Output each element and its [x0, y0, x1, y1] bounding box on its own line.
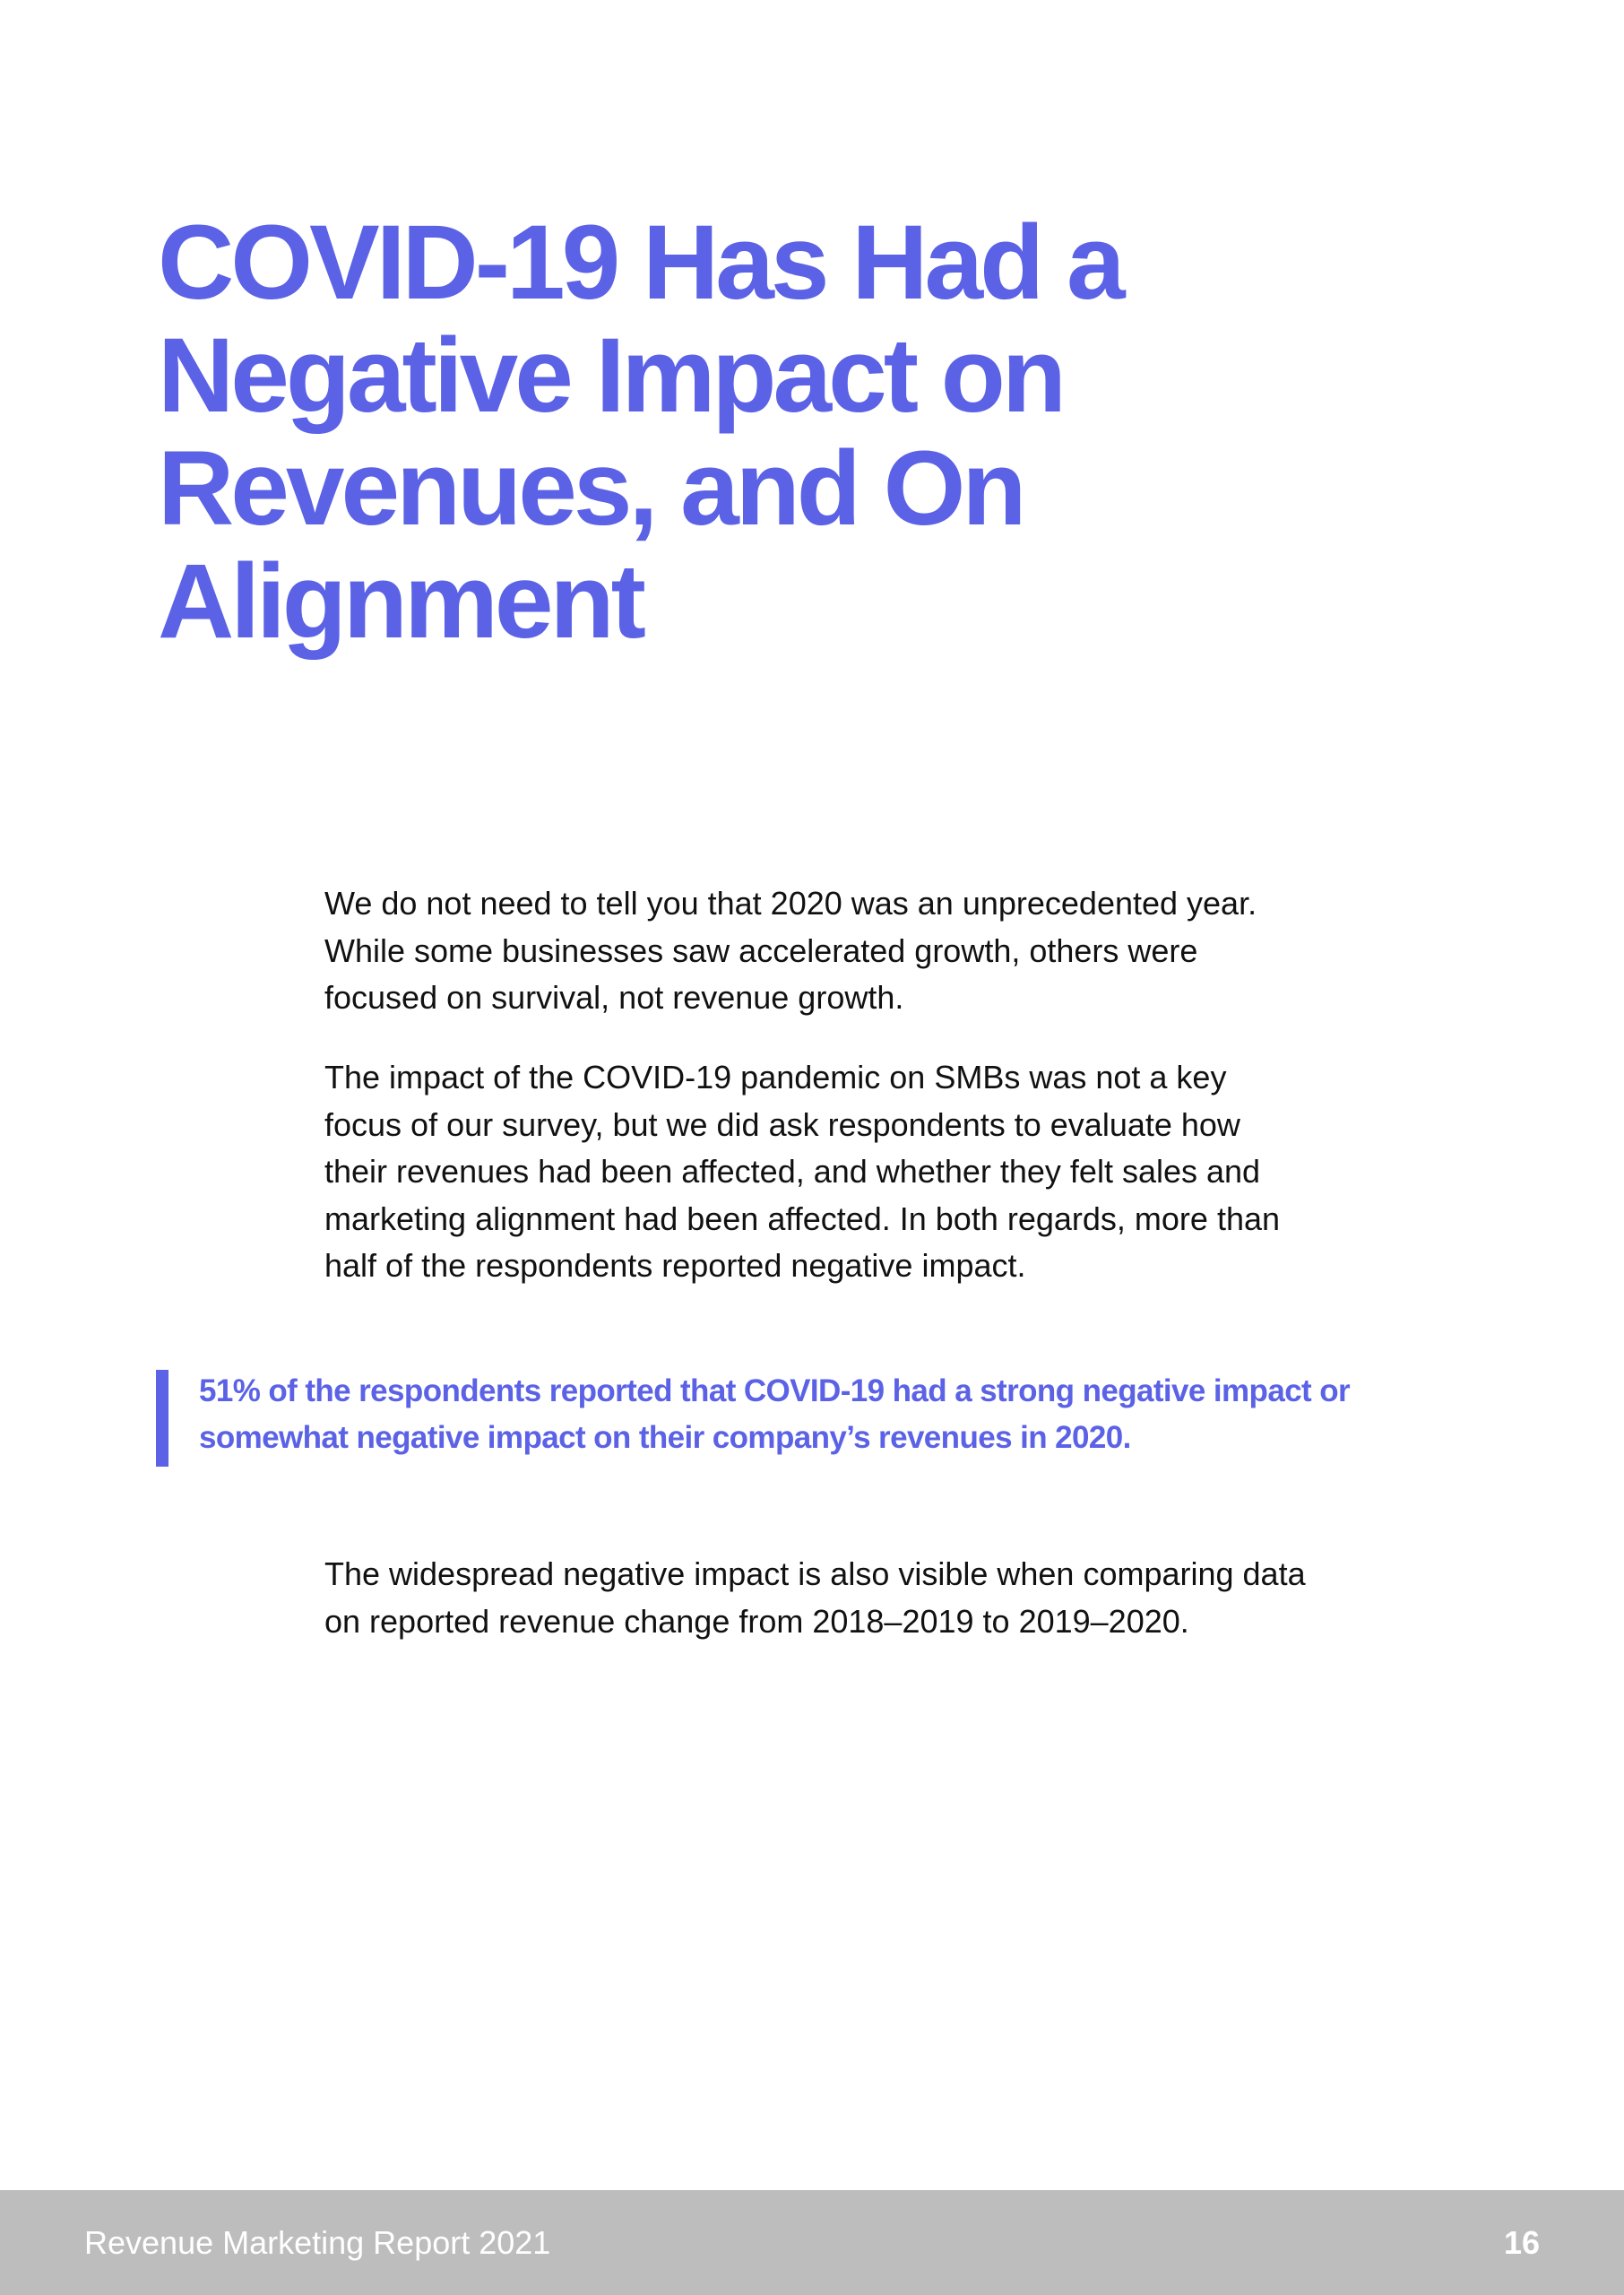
intro-paragraph: We do not need to tell you that 2020 was an unprecedented year. While some businesses saw accelerated growth, others were focused on survival, not revenue growth.	[324, 885, 1257, 1016]
callout-accent-bar	[156, 1370, 168, 1467]
comparison-paragraph: The widespread negative impact is also visible when comparing data on reported revenue change from 2018–2019 to 2019–2020.	[324, 1555, 1306, 1640]
page-number: 16	[1503, 2224, 1540, 2261]
page-title: COVID-19 Has Had a Negative Impact on Revenues, and On Alignment	[158, 204, 1122, 661]
highlight-callout	[156, 1370, 1447, 1467]
footer-report-title: Revenue Marketing Report 2021	[84, 2224, 551, 2261]
callout-text: 51% of the respondents reported that COVID-19 had a strong negative impact or somewhat negative impact on their company’s revenues in 2020.	[199, 1373, 1351, 1455]
survey-paragraph: The impact of the COVID-19 pandemic on SMBs was not a key focus of our survey, but we did ask respondents to evaluate how their revenues had been affected, and whether they felt sales and marketing alignment had been affected. In both regards, more than half of the respondents reported negative impact.	[324, 1059, 1281, 1284]
page-footer	[0, 2190, 1624, 2295]
